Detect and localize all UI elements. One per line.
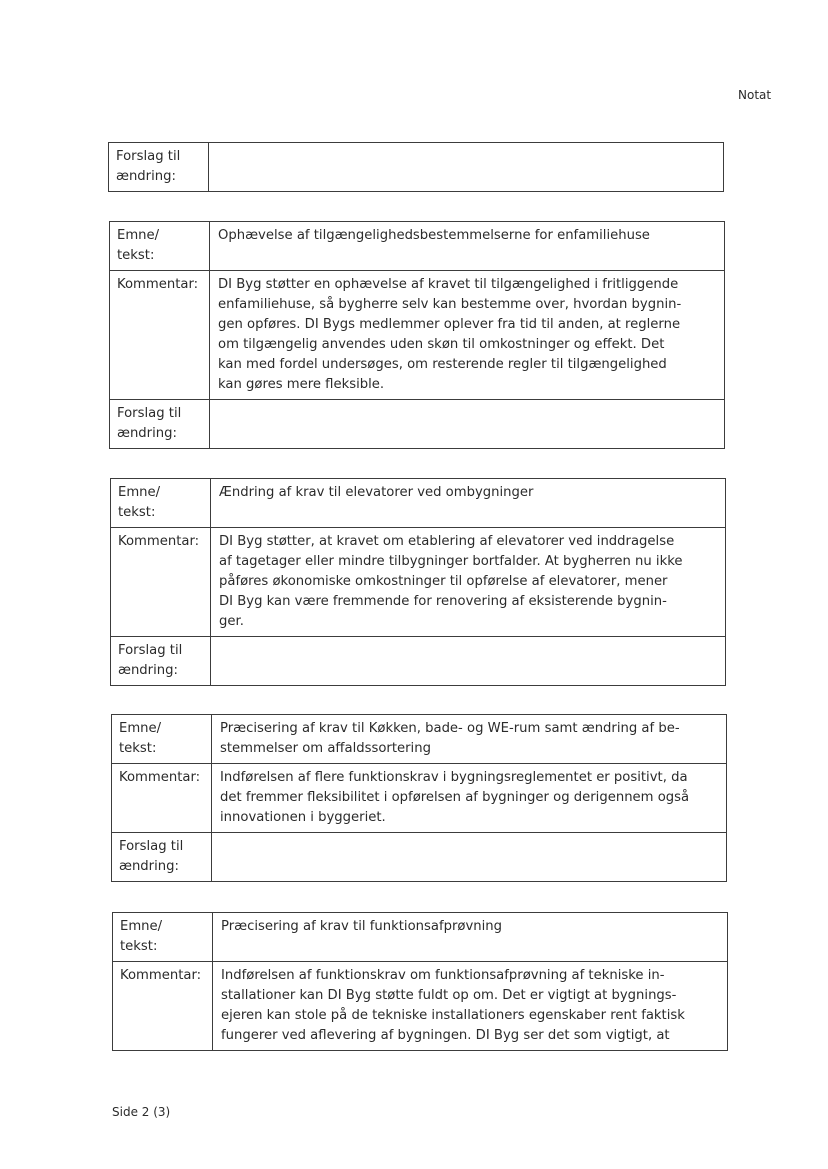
kommentar-label: Kommentar: — [110, 271, 210, 400]
emne-label: Emne/ tekst: — [112, 715, 212, 764]
forslag-row — [112, 833, 727, 882]
forslag-value — [209, 143, 724, 192]
forslag-row — [111, 637, 726, 686]
kommentar-value: DI Byg støtter en ophævelse af kravet til tilgængelighed i fritliggende enfamiliehuse, så bygherre selv kan bestemme over, hvordan bygnin- gen opføres. DI Bygs medlemmer oplever fra tid til anden, at reglerne om tilgængelig anvendes uden skøn til omkostninger og effekt. Det kan med fordel undersøges, om resterende regler til tilgængelighed kan gøres mere fleksible. — [210, 271, 725, 400]
kommentar-row — [110, 271, 725, 400]
emne-label: Emne/ tekst: — [113, 913, 213, 962]
forslag-label: Forslag til ændring: — [109, 143, 209, 192]
kommentar-value: Indførelsen af flere funktionskrav i bygningsreglementet er positivt, da det fremmer fleksibilitet i opførelsen af bygninger og derigennem også innovationen i byggeriet. — [212, 764, 727, 833]
forslag-value — [210, 400, 725, 449]
kommentar-row — [113, 962, 728, 1051]
kommentar-row — [112, 764, 727, 833]
forslag-label: Forslag til ændring: — [110, 400, 210, 449]
page-number: Side 2 (3) — [112, 1105, 171, 1119]
kommentar-label: Kommentar: — [113, 962, 213, 1051]
forslag-value — [212, 833, 727, 882]
forslag-label: Forslag til ændring: — [112, 833, 212, 882]
document-type-label: Notat — [738, 88, 772, 102]
emne-row — [111, 479, 726, 528]
emne-label: Emne/ tekst: — [111, 479, 211, 528]
kommentar-value: Indførelsen af funktionskrav om funktionsafprøvning af tekniske in- stallationer kan DI Byg støtte fuldt op om. Det er vigtigt at bygnings- ejeren kan stole på de tekniske installationers egenskaber rent faktisk fungerer ved aflevering af bygningen. DI Byg ser det som vigtigt, at — [213, 962, 728, 1051]
emne-value: Præcisering af krav til Køkken, bade- og WE-rum samt ændring af be- stemmelser om affaldssortering — [212, 715, 727, 764]
emne-row — [110, 222, 725, 271]
forslag-value — [211, 637, 726, 686]
emne-row — [112, 715, 727, 764]
emne-value: Ændring af krav til elevatorer ved ombygninger — [211, 479, 726, 528]
proposal-table-4 — [112, 912, 728, 1051]
kommentar-label: Kommentar: — [112, 764, 212, 833]
proposal-table-3 — [111, 714, 727, 882]
forslag-row — [109, 143, 724, 192]
proposal-table-0 — [108, 142, 724, 192]
emne-label: Emne/ tekst: — [110, 222, 210, 271]
forslag-label: Forslag til ændring: — [111, 637, 211, 686]
kommentar-row — [111, 528, 726, 637]
kommentar-value: DI Byg støtter, at kravet om etablering af elevatorer ved inddragelse af tagetager eller mindre tilbygninger bortfalder. At bygherren nu ikke påføres økonomiske omkostninger til opførelse af elevatorer, mener DI Byg kan være fremmende for renovering af eksisterende bygnin- ger. — [211, 528, 726, 637]
emne-value: Præcisering af krav til funktionsafprøvning — [213, 913, 728, 962]
emne-value: Ophævelse af tilgængelighedsbestemmelserne for enfamiliehuse — [210, 222, 725, 271]
forslag-row — [110, 400, 725, 449]
kommentar-label: Kommentar: — [111, 528, 211, 637]
emne-row — [113, 913, 728, 962]
proposal-table-1 — [109, 221, 725, 449]
proposal-table-2 — [110, 478, 726, 686]
